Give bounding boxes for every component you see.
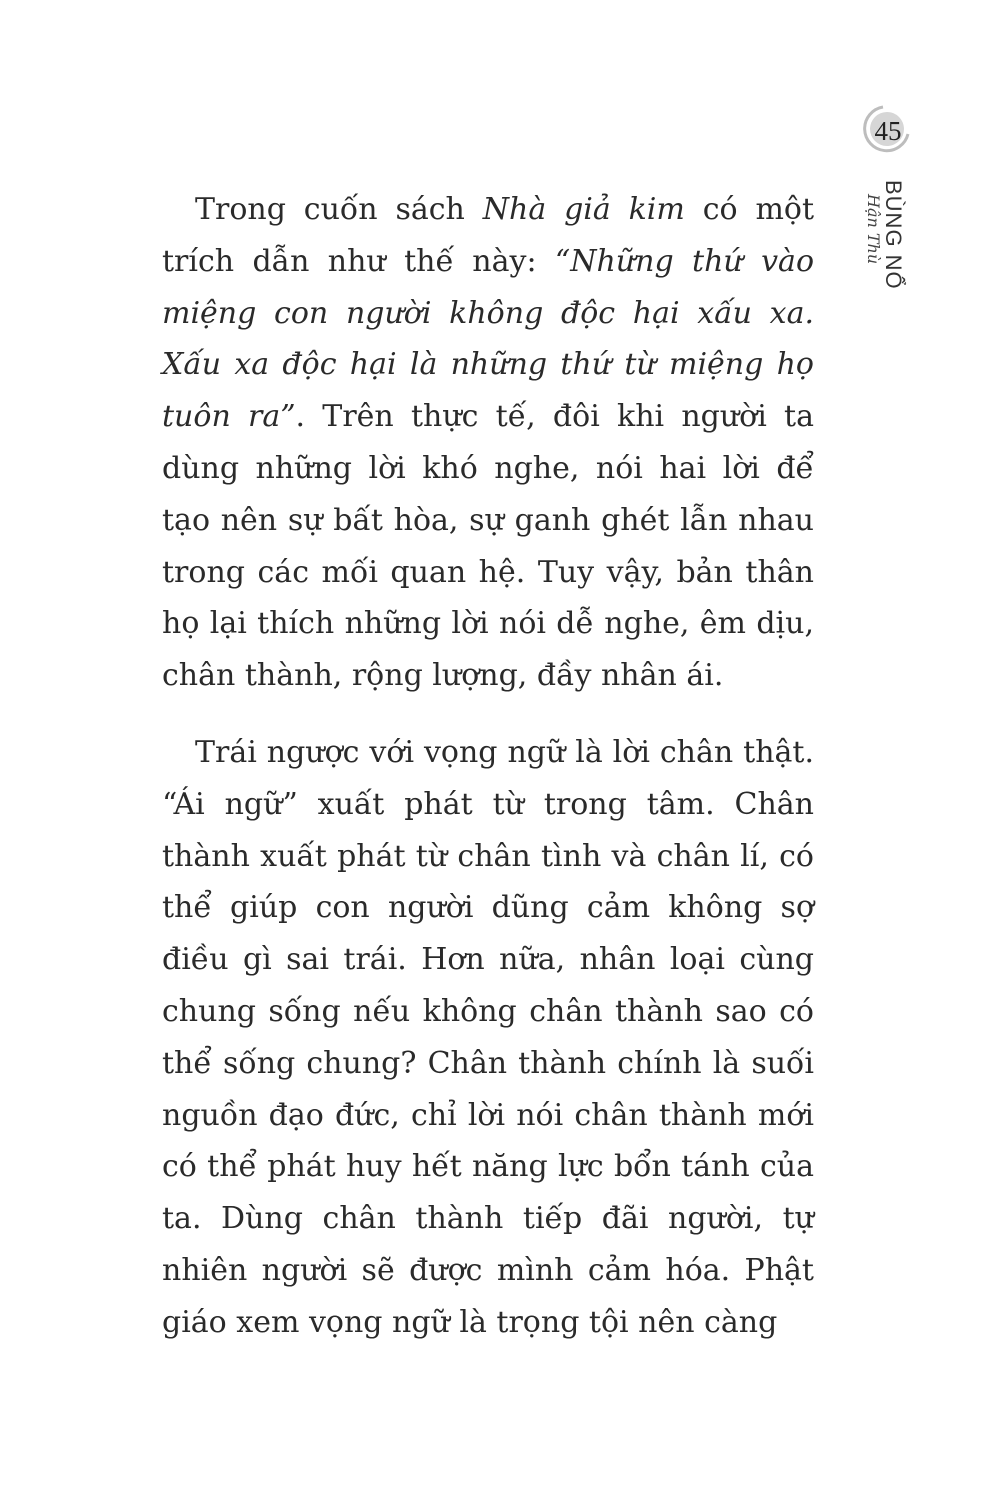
- book-title-vertical: BÙNG NỔ: [881, 180, 906, 290]
- book-title: Nhà giả kim: [482, 192, 685, 227]
- body-text: [162, 184, 814, 1349]
- quotation: “Những thứ vào miệng con người không độc hại xấu xa. Xấu xa độc hại là những thứ từ miệng họ tuôn ra”: [162, 243, 815, 435]
- paragraph-2: Trái ngược với vọng ngữ là lời chân thật. “Ái ngữ” xuất phát từ trong tâm. Chân thành xuất phát từ chân tình và chân lí, có thể giúp con người dũng cảm không sợ điều gì sai trái. Hơn nữa, nhân loại cùng chung sống nếu không chân thành sao có thể sống chung? Chân thành chính là suối nguồn đạo đức, chỉ lời nói chân thành mới có thể phát huy hết năng lực bổn tánh của ta. Dùng chân thành tiếp đãi người, tự nhiên người sẽ được mình cảm hóa. Phật giáo xem vọng ngữ là trọng tội nên càng: [162, 734, 814, 1340]
- page-number: 45: [874, 116, 902, 146]
- page-number-badge: [862, 104, 912, 154]
- running-head: [862, 180, 906, 300]
- book-title-script: Hận Thù: [864, 194, 883, 265]
- paragraph-1: Trong cuốn sách Nhà giả kim có một trích dẫn như thế này: “Những thứ vào miệng con người không độc hại xấu xa. Xấu xa độc hại là những thứ từ miệng họ tuôn ra”. Trên thực tế, đôi khi người ta dùng những lời khó nghe, nói hai lời để tạo nên sự bất hòa, sự ganh ghét lẫn nhau trong các mối quan hệ. Tuy vậy, bản thân họ lại thích những lời nói dễ nghe, êm dịu, chân thành, rộng lượng, đầy nhân ái.: [162, 192, 815, 694]
